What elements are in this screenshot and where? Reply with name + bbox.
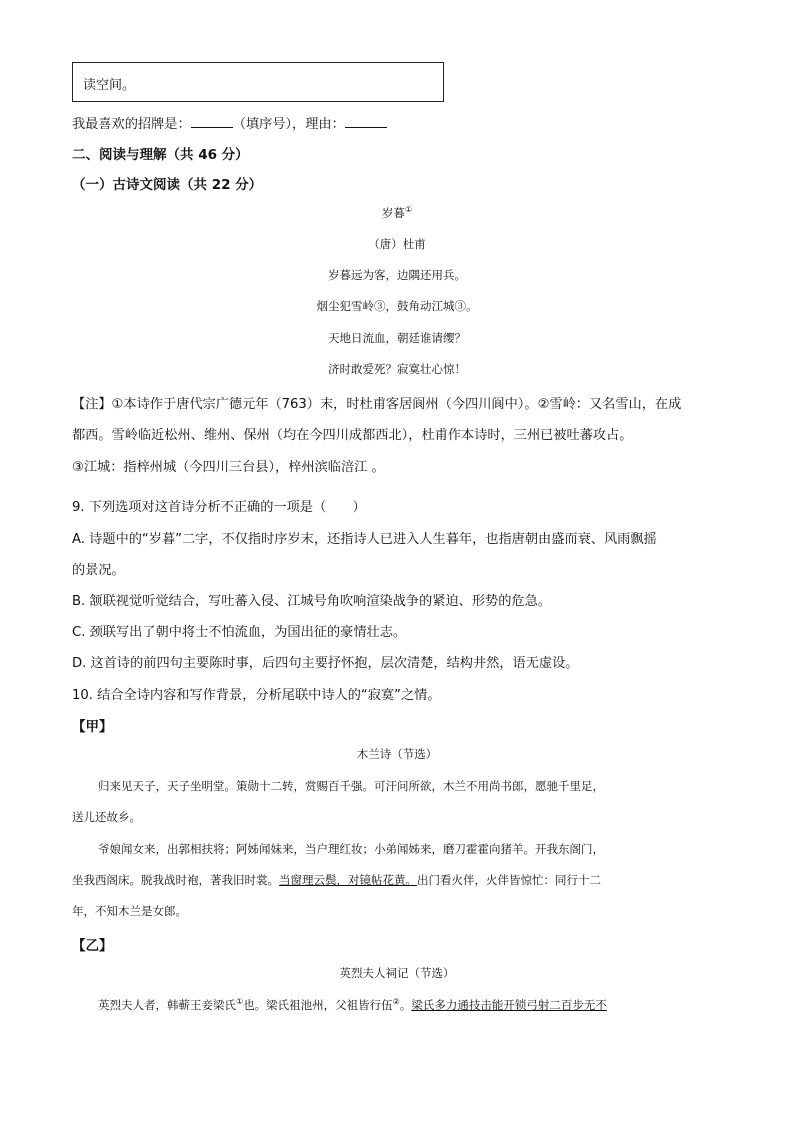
poem-note-line-1: 【注】①本诗作于唐代宗广德元年（763）末，时杜甫客居阆州（今四川阆中）。②雪岭：又名雪山，在成 <box>72 397 682 412</box>
poem-line-2: 烟尘犯雪岭③，鼓角动江城③。 <box>316 299 478 313</box>
jia-text-plain: 坐我西阁床。脱我战时袍，著我旧时裳。 <box>72 873 279 887</box>
poem-line-1: 岁暮远为客，边隅还用兵。 <box>328 268 466 282</box>
blank-reason[interactable] <box>345 115 387 128</box>
question-10-stem: 10. 结合全诗内容和写作背景，分析尾联中诗人的“寂寞”之情。 <box>72 688 441 703</box>
question-9-option-a-cont: 的景况。 <box>72 563 125 578</box>
poem-title-text: 岁暮 <box>381 206 405 220</box>
answer-box <box>72 62 444 102</box>
passage-yi-title: 英烈夫人祠记（节选） <box>339 966 455 980</box>
poem-title <box>0 205 794 221</box>
yi-underlined-text: 梁氏多力通技击能开锁弓射二百步无不 <box>411 998 607 1012</box>
question-9-option-d: D. 这首诗的前四句主要陈时事，后四句主要抒怀抱，层次清楚，结构井然，语无虚设。 <box>72 656 579 671</box>
jia-underlined-text: 当窗理云鬓，对镜帖花黄。 <box>279 873 417 887</box>
poem-line-3: 天地日流血，朝廷谁请缨？ <box>328 331 466 345</box>
passage-jia-title: 木兰诗（节选） <box>356 747 438 761</box>
poem-line-4: 济时敢爱死？寂寞壮心惊！ <box>328 362 466 376</box>
passage-jia-p2-line2 <box>72 872 601 888</box>
section-heading: 二、阅读与理解（共 46 分） <box>72 147 249 163</box>
question-9-stem: 9. 下列选项对这首诗分析不正确的一项是（ ） <box>72 500 366 515</box>
poem-title-note: ① <box>404 205 413 215</box>
yi-text-c: 。 <box>399 998 412 1012</box>
answer-box-text: 读空间。 <box>83 78 136 93</box>
question-9-option-b: B. 颔联视觉听觉结合，写吐蕃入侵、江城号角吹响渲染战争的紧迫、形势的危急。 <box>72 594 551 609</box>
yi-text-a: 英烈夫人者，韩蕲王妾梁氏 <box>98 998 236 1012</box>
poem-note-line-3: ③江城：指梓州城（今四川三台县），梓州滨临涪江 。 <box>72 460 385 475</box>
question-9-option-a: A. 诗题中的“岁暮”二字，不仅指时序岁末，还指诗人已进入人生暮年，也指唐朝由盛而衰、风雨飘摇 <box>72 532 657 547</box>
yi-text-b: 也。梁氏祖池州，父祖皆行伍 <box>243 998 393 1012</box>
blank-sequence[interactable] <box>191 115 233 128</box>
jia-text-plain-2: 出门看火伴，火伴皆惊忙：同行十二 <box>417 873 601 887</box>
passage-jia-label: 【甲】 <box>72 719 113 735</box>
favorite-line-reason-label: （填序号），理由： <box>232 117 345 132</box>
favorite-line-label: 我最喜欢的招牌是： <box>72 117 191 132</box>
passage-jia-p1-line2: 送儿还故乡。 <box>72 810 141 824</box>
passage-yi-label: 【乙】 <box>72 938 113 954</box>
subsection-heading: （一）古诗文阅读（共 22 分） <box>72 177 263 193</box>
passage-jia-p1-line1: 归来见天子，天子坐明堂。策勋十二转，赏赐百千强。可汗问所欲，木兰不用尚书郎，愿驰千里足， <box>98 779 604 793</box>
poem-note-line-2: 都西。雪岭临近松州、维州、保州（均在今四川成都西北），杜甫作本诗时，三州已被吐蕃攻占。 <box>72 428 633 443</box>
passage-jia-p2-line1: 爷娘闻女来，出郭相扶将；阿姊闻妹来，当户理红妆；小弟闻姊来，磨刀霍霍向猪羊。开我东阁门， <box>98 842 604 856</box>
passage-jia-p2-line3: 年，不知木兰是女郎。 <box>72 904 187 918</box>
favorite-sign-line <box>72 113 387 132</box>
question-9-option-c: C. 颈联写出了朝中将士不怕流血，为国出征的豪情壮志。 <box>72 625 407 640</box>
poem-author: （唐）杜甫 <box>368 237 426 251</box>
yi-note-2: ② <box>392 997 400 1007</box>
passage-yi-p1-line1 <box>98 997 607 1013</box>
yi-note-1: ① <box>236 997 244 1007</box>
